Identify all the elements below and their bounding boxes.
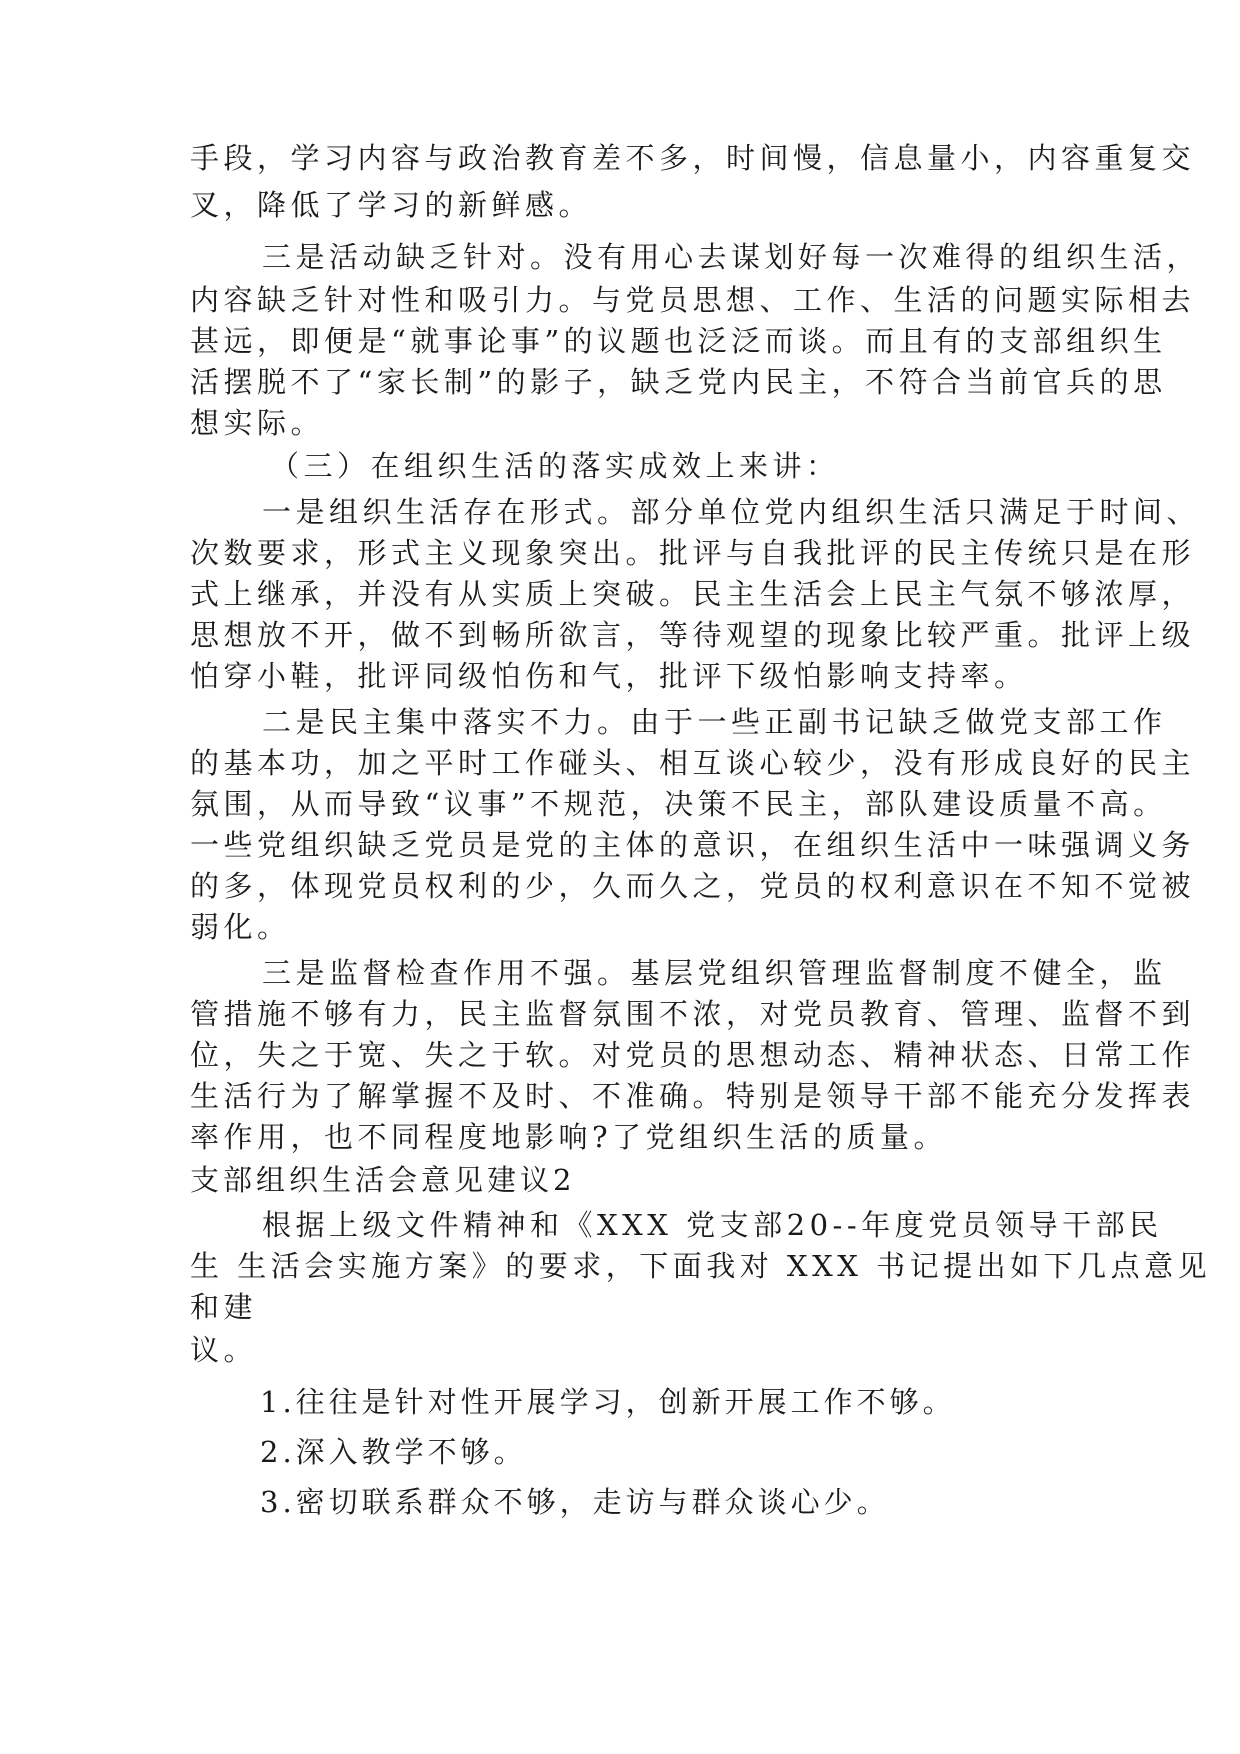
paragraph-line: 式上继承，并没有从实质上突破。民主生活会上民主气氛不够浓厚， bbox=[190, 577, 1196, 611]
paragraph-line: 甚远，即便是“就事论事”的议题也泛泛而谈。而且有的支部组织生 bbox=[190, 324, 1167, 358]
paragraph-line: 怕穿小鞋，批评同级怕伤和气，批评下级怕影响支持率。 bbox=[190, 659, 1028, 693]
paragraph-line: 三是监督检查作用不强。基层党组织管理监督制度不健全，监 bbox=[262, 956, 1167, 990]
paragraph-line: 二是民主集中落实不力。由于一些正副书记缺乏做党支部工作 bbox=[262, 705, 1167, 739]
paragraph-line: 思想放不开，做不到畅所欲言，等待观望的现象比较严重。批评上级 bbox=[190, 618, 1196, 652]
paragraph-line: 根据上级文件精神和《XXX 党支部20--年度党员领导干部民 bbox=[262, 1208, 1163, 1242]
paragraph-line: 的多，体现党员权利的少，久而久之，党员的权利意识在不知不觉被 bbox=[190, 869, 1196, 903]
paragraph-line: 氛围，从而导致“议事”不规范，决策不民主，部队建设质量不高。 bbox=[190, 787, 1167, 821]
paragraph-line: 位，失之于宽、失之于软。对党员的思想动态、精神状态、日常工作 bbox=[190, 1038, 1196, 1072]
section-heading: （三）在组织生活的落实成效上来讲： bbox=[270, 449, 840, 483]
paragraph-line: 想实际。 bbox=[190, 406, 325, 440]
paragraph-line: 手段，学习内容与政治教育差不多，时间慢，信息量小，内容重复交 bbox=[190, 141, 1196, 175]
list-item: 1.往往是针对性开展学习，创新开展工作不够。 bbox=[260, 1385, 956, 1419]
paragraph-line: 议。 bbox=[190, 1333, 258, 1367]
paragraph-line: 的基本功，加之平时工作碰头、相互谈心较少，没有形成良好的民主 bbox=[190, 746, 1196, 780]
paragraph-line: 管措施不够有力，民主监督氛围不浓，对党员教育、管理、监督不到 bbox=[190, 997, 1196, 1031]
section-title: 支部组织生活会意见建议2 bbox=[190, 1163, 576, 1197]
paragraph-line: 三是活动缺乏针对。没有用心去谋划好每一次难得的组织生活， bbox=[262, 240, 1201, 274]
paragraph-line: 叉，降低了学习的新鲜感。 bbox=[190, 188, 593, 222]
paragraph-line: 活摆脱不了“家长制”的影子，缺乏党内民主，不符合当前官兵的思 bbox=[190, 365, 1167, 399]
paragraph-line: 率作用，也不同程度地影响?了党组织生活的质量。 bbox=[190, 1120, 948, 1154]
paragraph-line: 内容缺乏针对性和吸引力。与党员思想、工作、生活的问题实际相去 bbox=[190, 283, 1196, 317]
paragraph-line: 和建 bbox=[190, 1290, 258, 1324]
paragraph-line: 一是组织生活存在形式。部分单位党内组织生活只满足于时间、 bbox=[262, 495, 1201, 529]
paragraph-line: 弱化。 bbox=[190, 910, 291, 944]
paragraph-line: 生活行为了解掌握不及时、不准确。特别是领导干部不能充分发挥表 bbox=[190, 1079, 1196, 1113]
paragraph-line: 次数要求，形式主义现象突出。批评与自我批评的民主传统只是在形 bbox=[190, 536, 1196, 570]
list-item: 2.深入教学不够。 bbox=[260, 1435, 527, 1469]
list-item: 3.密切联系群众不够，走访与群众谈心少。 bbox=[260, 1485, 890, 1519]
paragraph-line: 一些党组织缺乏党员是党的主体的意识，在组织生活中一味强调义务 bbox=[190, 828, 1196, 862]
paragraph-line: 生 生活会实施方案》的要求，下面我对 XXX 书记提出如下几点意见 bbox=[190, 1249, 1212, 1283]
